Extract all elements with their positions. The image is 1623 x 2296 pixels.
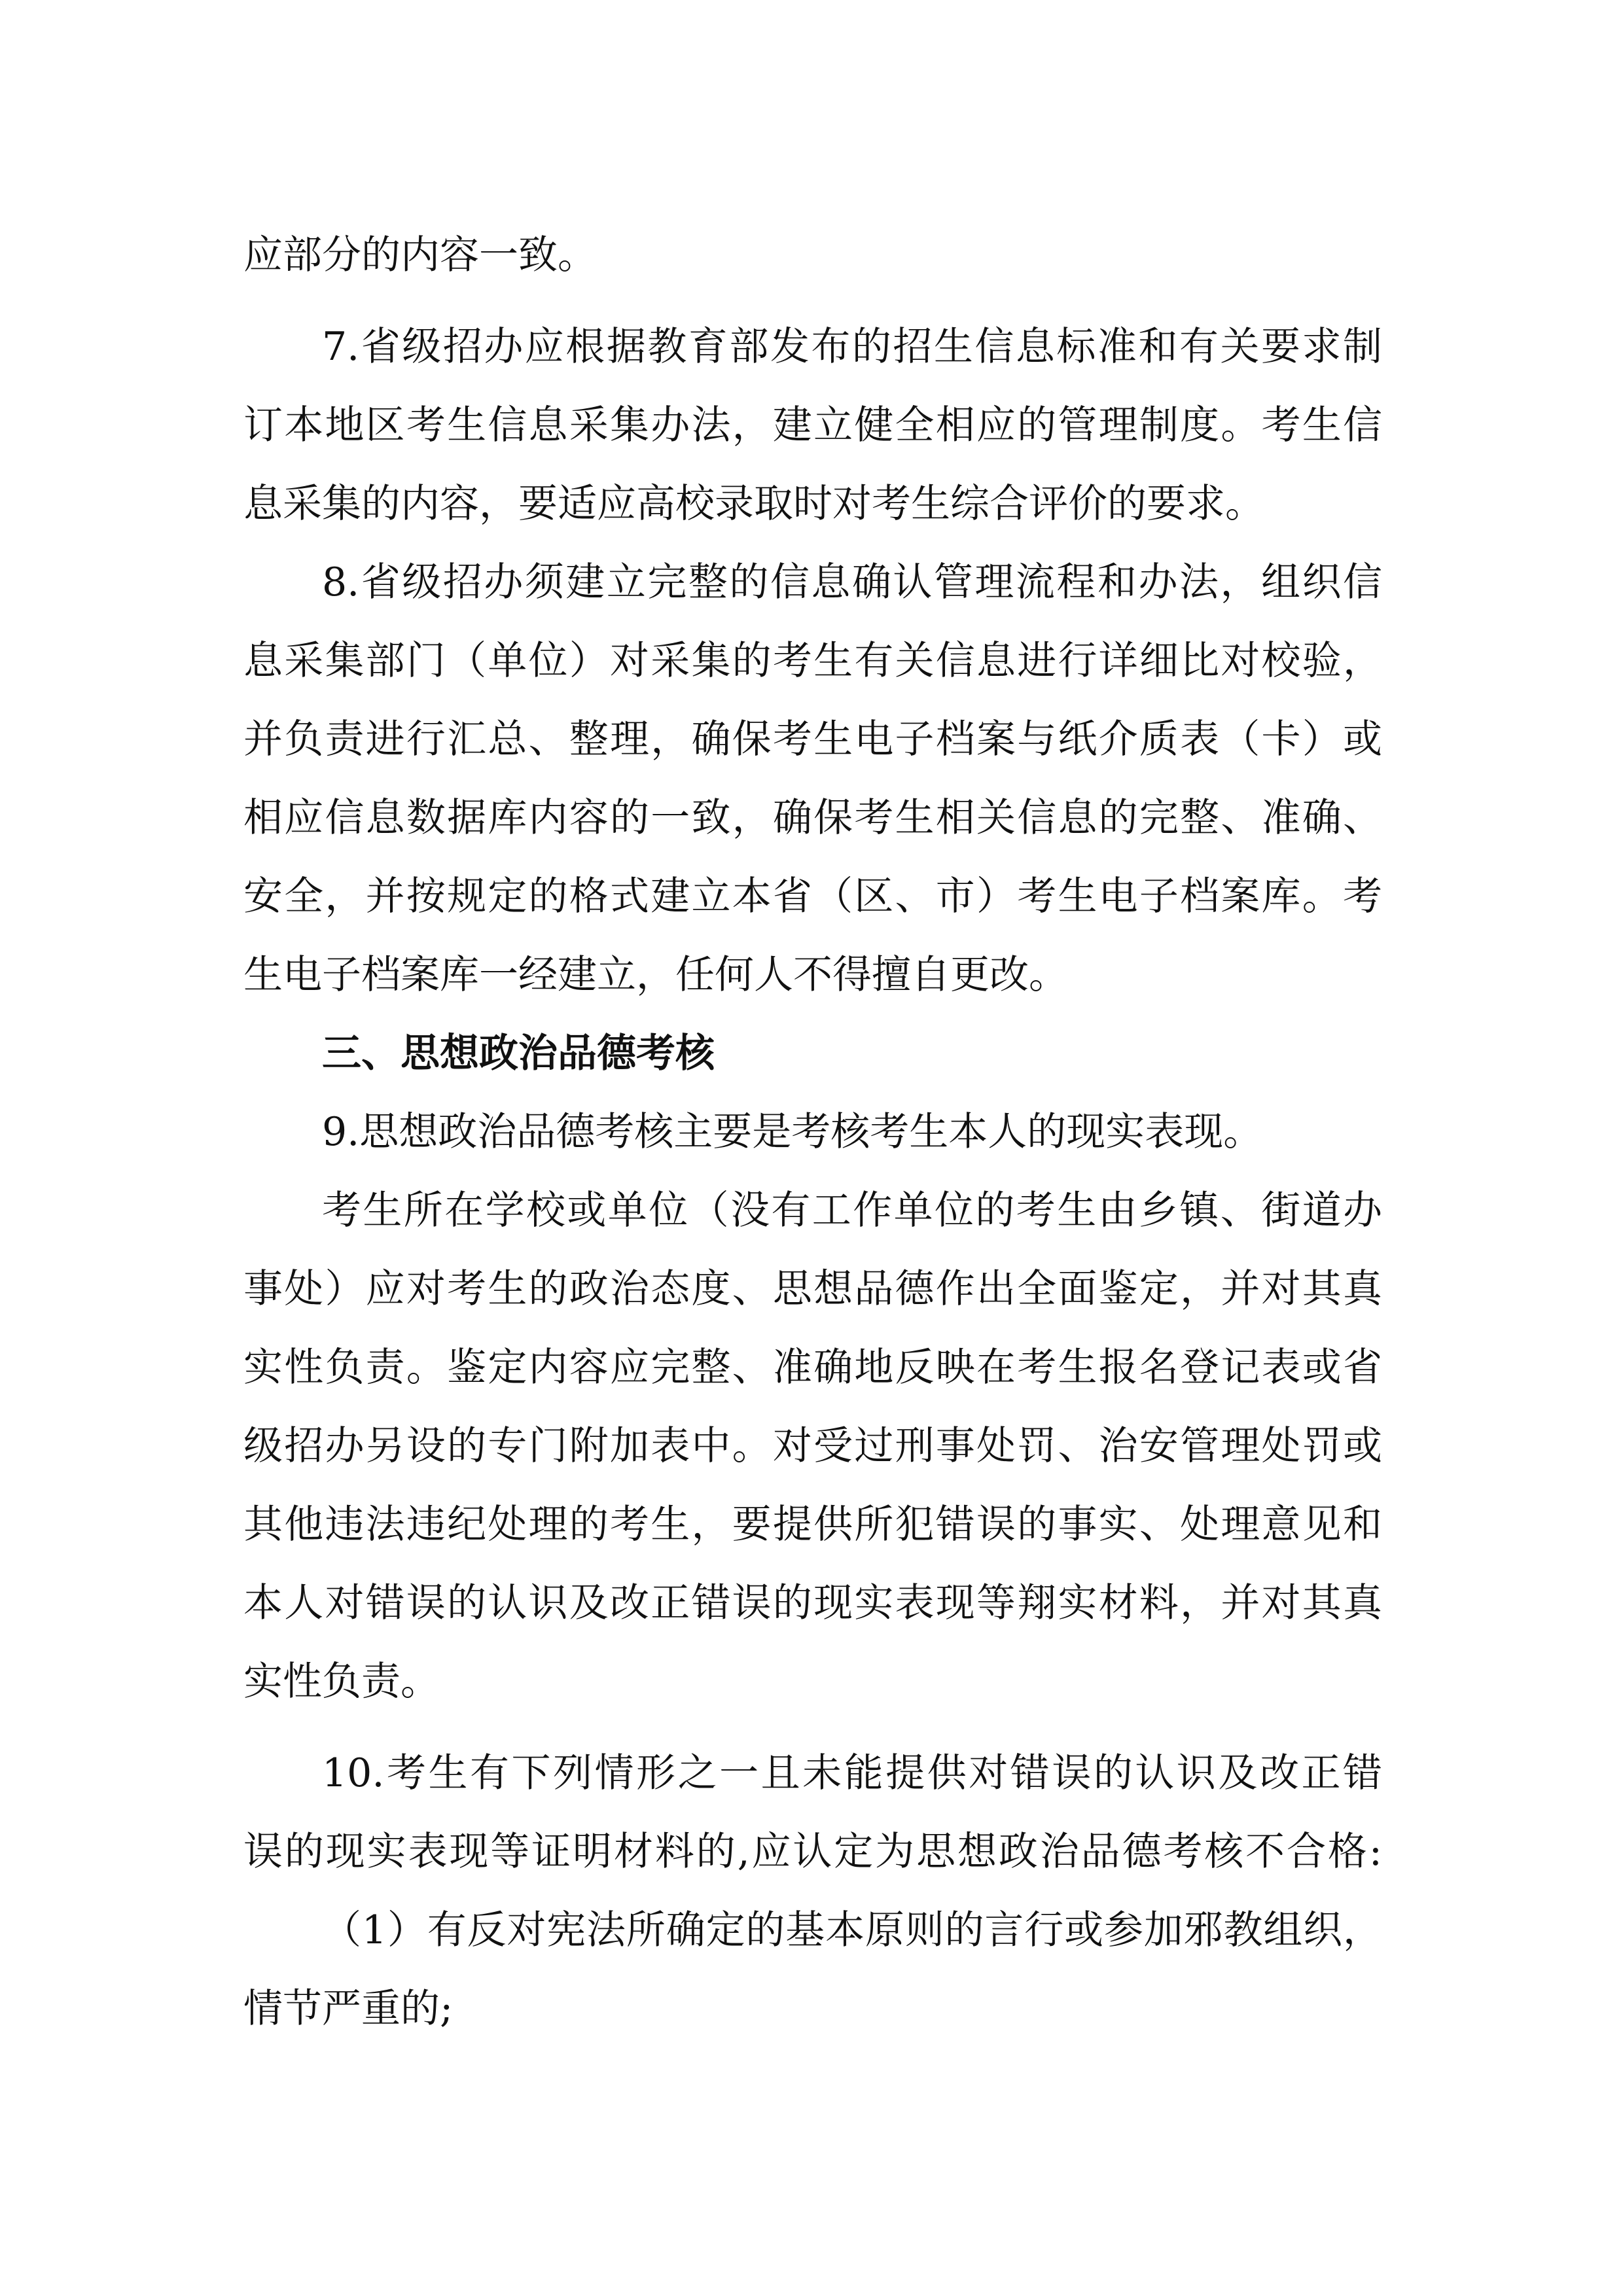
item-7-line: 7.省级招办应根据教育部发布的招生信息标准和有关要求制 [322, 324, 1382, 370]
paragraph-line: 误的现实表现等证明材料的,应认定为思想政治品德考核不合格: [243, 1829, 1382, 1875]
paragraph-line: 实性负责。 [243, 1659, 440, 1704]
paragraph-line: 生电子档案库一经建立，任何人不得擅自更改。 [243, 952, 1068, 998]
paragraph-line: 考生所在学校或单位（没有工作单位的考生由乡镇、街道办 [322, 1188, 1382, 1233]
paragraph-line: 并负责进行汇总、整理，确保考生电子档案与纸介质表（卡）或 [243, 716, 1382, 762]
sub-item-1-line: （1）有反对宪法所确定的基本原则的言行或参加邪教组织， [322, 1907, 1382, 1953]
section-heading: 三、思想政治品德考核 [322, 1031, 715, 1076]
paragraph-line: 本人对错误的认识及改正错误的现实表现等翔实材料，并对其真 [243, 1580, 1382, 1626]
item-10-line: 10.考生有下列情形之一且未能提供对错误的认识及改正错 [322, 1750, 1382, 1796]
paragraph-line: 事处）应对考生的政治态度、思想品德作出全面鉴定，并对其真 [243, 1266, 1382, 1312]
paragraph-line: 安全，并按规定的格式建立本省（区、市）考生电子档案库。考 [243, 874, 1382, 919]
item-9-line: 9.思想政治品德考核主要是考核考生本人的现实表现。 [322, 1109, 1263, 1155]
paragraph-line: 相应信息数据库内容的一致，确保考生相关信息的完整、准确、 [243, 795, 1382, 841]
paragraph-line: 级招办另设的专门附加表中。对受过刑事处罚、治安管理处罚或 [243, 1423, 1382, 1469]
paragraph-line: 息采集的内容，要适应高校录取时对考生综合评价的要求。 [243, 481, 1264, 527]
paragraph-line: 情节严重的; [243, 1986, 454, 2032]
paragraph-line: 息采集部门（单位）对采集的考生有关信息进行详细比对校验， [243, 638, 1382, 684]
paragraph-line: 订本地区考生信息采集办法，建立健全相应的管理制度。考生信 [243, 402, 1382, 448]
paragraph-line: 实性负责。鉴定内容应完整、准确地反映在考生报名登记表或省 [243, 1345, 1382, 1390]
paragraph-line: 应部分的内容一致。 [243, 232, 597, 278]
paragraph-line: 其他违法违纪处理的考生，要提供所犯错误的事实、处理意见和 [243, 1502, 1382, 1547]
item-8-line: 8.省级招办须建立完整的信息确认管理流程和办法，组织信 [322, 559, 1382, 605]
